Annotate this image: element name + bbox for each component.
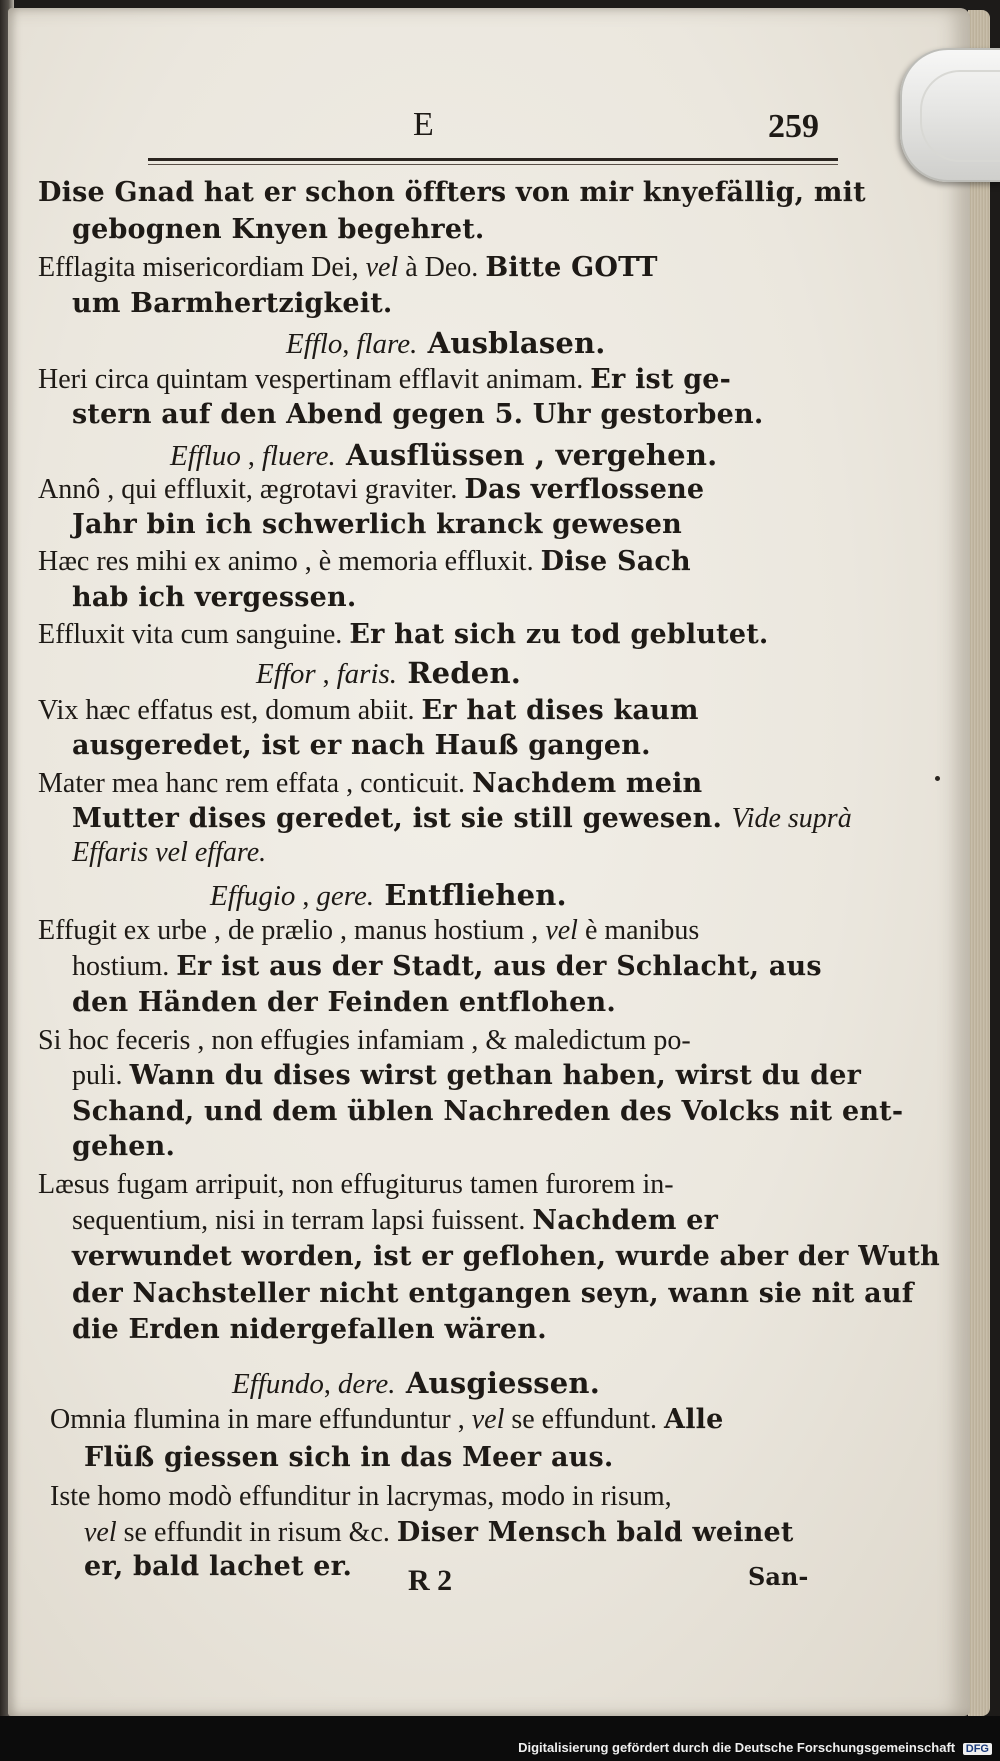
text-run: Dise Sach: [540, 546, 691, 577]
entry-text-line: [38, 176, 866, 210]
text-run: Dise Gnad hat er schon öffters von mir knyefällig, mit: [38, 177, 866, 208]
text-run: der Nachsteller nicht entgangen seyn, wann sie nit auf: [72, 1278, 914, 1309]
text-run: Das verflossene: [464, 474, 705, 505]
text-run: Er hat dises kaum: [421, 695, 699, 726]
entry-headword-line: [286, 326, 606, 362]
text-run: Iste homo modò effunditur in lacrymas, modo in risum,: [50, 1481, 672, 1512]
text-run: die Erden nidergefallen wären.: [72, 1314, 547, 1345]
entry-text-line: [38, 767, 702, 801]
text-run: ,: [295, 881, 317, 912]
text-run: Bitte GOTT: [485, 252, 658, 283]
entry-text-line: [38, 1168, 674, 1202]
signature-mark: R 2: [408, 1564, 453, 1597]
text-run: Mater mea hanc rem effata , conticuit.: [38, 768, 473, 799]
text-run: Ausblasen.: [417, 326, 606, 360]
text-run: faris.: [336, 658, 398, 690]
text-run: vel: [365, 252, 399, 283]
text-run: à Deo.: [398, 252, 486, 283]
text-run: Si hoc feceris , non effugies infamiam , & maledictum po-: [38, 1025, 691, 1056]
catchword: San-: [748, 1562, 809, 1591]
text-run: Effluo: [170, 440, 241, 472]
text-run: Mutter dises geredet, ist sie still gewesen.: [72, 803, 732, 834]
text-run: Annô , qui effluxit, ægrotavi graviter.: [38, 474, 465, 505]
entry-text-line: [72, 1059, 861, 1093]
entry-text-line: [38, 914, 699, 948]
entry-text-line: [72, 1130, 175, 1164]
entry-headword-line: [170, 438, 717, 474]
text-run: ,: [342, 329, 357, 360]
text-run: gebognen Knyen begehret.: [72, 214, 485, 245]
entry-text-line: [72, 1095, 903, 1129]
text-run: Jahr bin ich schwerlich kranck gewesen: [72, 509, 683, 540]
text-run: Wann du dises wirst gethan haben, wirst du der: [129, 1060, 861, 1091]
text-run: ausgeredet, ist er nach Hauß gangen.: [72, 730, 651, 761]
ink-speck: [935, 776, 940, 781]
header-rule-thin: [148, 164, 838, 165]
entry-headword-line: [232, 1366, 600, 1402]
text-run: Nachdem mein: [472, 768, 703, 799]
page-number: 259: [768, 108, 819, 145]
text-run: Vide suprà: [731, 803, 852, 834]
text-run: Ausflüssen , vergehen.: [335, 438, 718, 472]
entry-headword-line: [210, 878, 567, 914]
entry-text-line: [72, 508, 682, 542]
book-page: [8, 8, 970, 1716]
credit-text: Digitalisierung gefördert durch die Deutsche Forschungsgemeinschaft: [518, 1740, 956, 1755]
text-run: hostium.: [72, 951, 177, 982]
text-run: er, bald lachet er.: [84, 1551, 353, 1582]
entry-text-line: [38, 363, 731, 397]
dfg-logo: DFG: [963, 1743, 992, 1755]
page-clip-inner: [920, 70, 1000, 162]
entry-text-line: [72, 1240, 940, 1274]
text-run: Vix hæc effatus est, domum abiit.: [38, 695, 422, 726]
entry-text-line: [84, 1550, 352, 1584]
entry-text-line: [38, 1024, 691, 1058]
text-run: ,: [323, 1369, 338, 1400]
text-run: puli.: [72, 1060, 130, 1091]
text-run: dere.: [337, 1368, 396, 1400]
text-run: Entfliehen.: [374, 878, 567, 912]
footer-bar: [0, 1716, 1000, 1761]
text-run: è manibus: [577, 915, 700, 946]
entry-text-line: [84, 1516, 794, 1550]
page-clip: [900, 48, 1000, 182]
text-run: Er ist ge-: [590, 364, 732, 395]
text-run: Flüß giessen sich in das Meer aus.: [84, 1442, 614, 1473]
text-run: um Barmhertzigkeit.: [72, 288, 393, 319]
text-run: Er ist aus der Stadt, aus der Schlacht, aus: [176, 951, 822, 982]
text-run: Ausgiessen.: [395, 1366, 600, 1400]
entry-text-line: [38, 251, 658, 285]
text-run: Omnia flumina in mare effunduntur ,: [50, 1404, 472, 1435]
digitization-credit: [518, 1740, 992, 1755]
entry-text-line: [72, 1204, 718, 1238]
entry-text-line: [72, 1313, 547, 1347]
entry-text-line: [72, 1277, 914, 1311]
entry-text-line: [38, 545, 691, 579]
entry-text-line: [72, 729, 651, 763]
text-run: Effaris vel effare.: [72, 837, 267, 868]
text-run: hab ich vergessen.: [72, 582, 357, 613]
text-run: stern auf den Abend gegen 5. Uhr gestorben.: [72, 399, 764, 430]
text-run: Effugit ex urbe , de prælio , manus hostium ,: [38, 915, 546, 946]
text-run: sequentium, nisi in terram lapsi fuissent.: [72, 1205, 533, 1236]
text-run: Effor: [256, 658, 316, 690]
text-run: Læsus fugam arripuit, non effugiturus tamen furorem in-: [38, 1169, 674, 1200]
entry-headword-line: [256, 656, 521, 692]
header-rule: [148, 158, 838, 161]
text-run: ,: [240, 441, 262, 472]
text-run: Efflagita misericordiam Dei,: [38, 252, 366, 283]
entry-text-line: [84, 1441, 613, 1475]
text-run: vel: [84, 1517, 117, 1548]
entry-text-line: [72, 287, 393, 321]
entry-text-line: [38, 618, 769, 652]
text-run: Schand, und dem üblen Nachreden des Volcks nit ent-: [72, 1096, 904, 1127]
text-run: se effundunt.: [504, 1404, 665, 1435]
entry-text-line: [50, 1403, 724, 1437]
text-run: Effluxit vita cum sanguine.: [38, 619, 350, 650]
entry-text-line: [38, 694, 699, 728]
text-run: Effugio: [210, 880, 296, 912]
entry-text-line: [72, 398, 763, 432]
text-run: verwundet worden, ist er geflohen, wurde aber der Wuth: [72, 1241, 940, 1272]
entry-text-line: [50, 1480, 672, 1514]
text-run: den Händen der Feinden entflohen.: [72, 987, 616, 1018]
running-head-letter: E: [413, 106, 434, 143]
text-run: ,: [315, 659, 337, 690]
entry-text-line: [72, 836, 266, 870]
entry-text-line: [72, 950, 822, 984]
text-run: Nachdem er: [532, 1205, 719, 1236]
entry-text-line: [38, 473, 704, 507]
page-fore-edge: [968, 10, 990, 1716]
text-run: Reden.: [397, 656, 522, 690]
text-run: Alle: [664, 1404, 724, 1435]
text-run: flare.: [356, 328, 418, 360]
text-run: vel: [471, 1404, 505, 1435]
text-run: fluere.: [261, 440, 336, 472]
text-run: Effundo: [232, 1368, 324, 1400]
entry-text-line: [72, 986, 616, 1020]
text-run: vel: [545, 915, 578, 946]
text-run: Diser Mensch bald weinet: [396, 1517, 794, 1548]
entry-text-line: [72, 802, 852, 836]
entry-text-line: [72, 581, 357, 615]
text-run: gehen.: [72, 1131, 176, 1162]
entry-text-line: [72, 213, 484, 247]
text-run: Er hat sich zu tod geblutet.: [349, 619, 769, 650]
text-run: Efflo: [286, 328, 343, 360]
text-run: Heri circa quintam vespertinam efflavit animam.: [38, 364, 591, 395]
text-run: gere.: [316, 880, 375, 912]
text-run: se effundit in risum &c.: [116, 1517, 397, 1548]
text-run: Hæc res mihi ex animo , è memoria effluxit.: [38, 546, 541, 577]
